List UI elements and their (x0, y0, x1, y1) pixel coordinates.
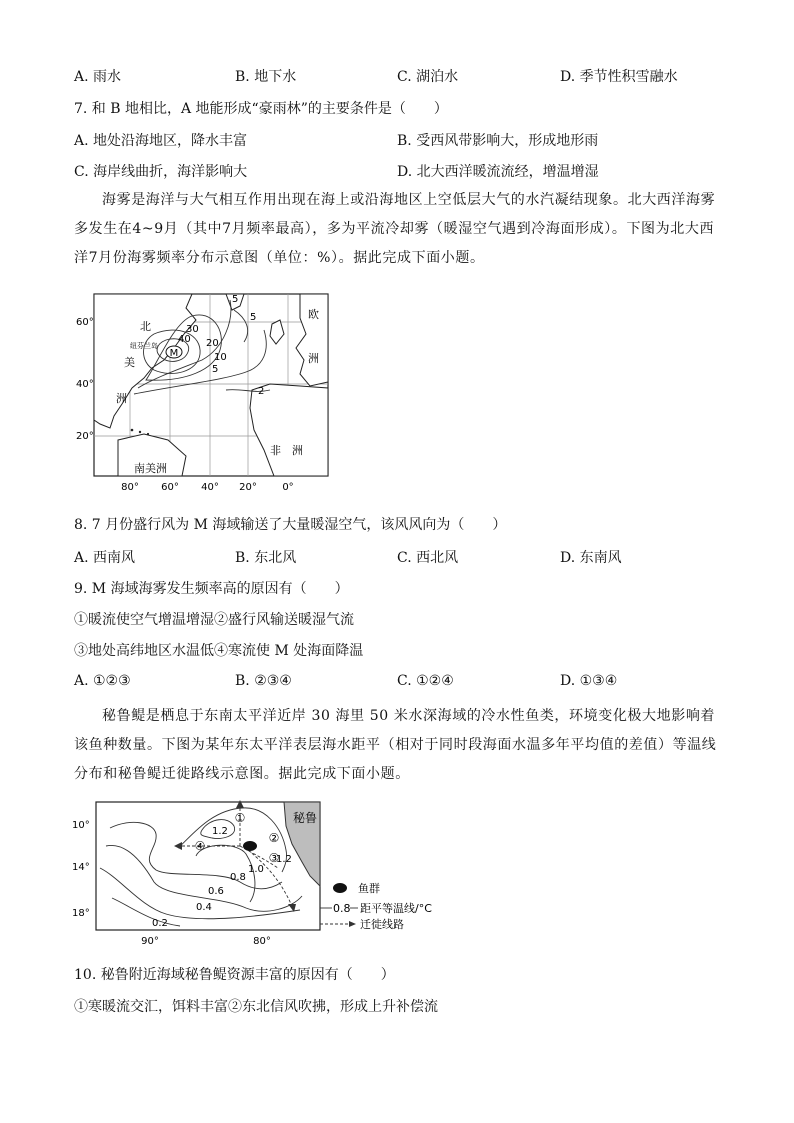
q7-option-c: C. 海岸线曲折，海洋影响大 (74, 164, 248, 180)
peru-label: 秘鲁 (292, 811, 318, 825)
isoline-value: 30 (186, 324, 199, 335)
label-newfoundland: 纽芬兰岛 (130, 342, 158, 350)
label-america: 美 (124, 356, 135, 369)
label-europe-2: 洲 (308, 352, 319, 365)
q9-option-d: D. ①③④ (560, 673, 618, 689)
legend-fish-icon (333, 883, 347, 893)
passage-peru-anchovy-text: 秘鲁鳀是栖息于东南太平洋近岸 30 海里 50 米水深海域的冷水性鱼类，环境变化极大地影响着该鱼种数量。下图为某年东太平洋表层海水距平（相对于同时段海面水温多年平均值的差值）等温线分布和秘鲁鳀迁徙路线示意图。据此完成下面小题。 (74, 708, 717, 782)
lat-label: 20° (76, 431, 94, 442)
q9-statement-1: ①暖流使空气增温增湿②盛行风输送暖湿气流 (74, 612, 354, 628)
q8-option-b: B. 东北风 (235, 550, 297, 566)
route-label-1: ① (234, 811, 246, 825)
isoline-value: 0.6 (208, 886, 224, 897)
isoline-value: 0.4 (196, 902, 212, 913)
lon-label: 0° (282, 482, 294, 493)
label-continent: 洲 (116, 392, 127, 405)
lat-label: 60° (76, 317, 94, 328)
isoline-value: 5 (232, 294, 239, 305)
passage-sea-fog-text: 海雾是海洋与大气相互作用出现在海上或沿海地区上空低层大气的水汽凝结现象。北大西洋海雾多发生在4~9月（其中7月频率最高），多为平流冷却雾（暖湿空气遇到冷海面形成）。下图为北大西洋7月份海雾频率分布示意图（单位：%）。据此完成下面小题。 (74, 192, 716, 266)
lat-label: 14° (72, 862, 90, 873)
isoline-value: 0.2 (152, 918, 168, 929)
passage-peru-anchovy (74, 702, 724, 789)
q9-statement-2: ③地处高纬地区水温低④寒流使 M 处海面降温 (74, 643, 364, 659)
q9-option-a: A. ①②③ (74, 673, 131, 689)
lat-label: 10° (72, 820, 90, 831)
isoline-value: 10 (214, 352, 227, 363)
q8-option-a: A. 西南风 (74, 550, 136, 566)
isoline-value: 1.0 (248, 864, 264, 875)
lat-label: 40° (76, 379, 94, 390)
q10-statement-1: ①寒暖流交汇，饵料丰富②东北信风吹拂，形成上升补偿流 (74, 999, 438, 1015)
q6-option-b: B. 地下水 (235, 69, 297, 85)
label-north: 北 (140, 320, 151, 333)
route-label-2: ② (268, 831, 280, 845)
fish-school-marker (243, 841, 257, 851)
legend-isoline-label: 距平等温线/°C (360, 902, 432, 915)
legend-fish-label: 鱼群 (358, 882, 380, 895)
route-label-4: ④ (194, 839, 206, 853)
lon-label: 60° (161, 482, 179, 493)
q9-stem: 9. M 海域海雾发生频率高的原因有（ ） (74, 581, 349, 597)
isoline-value: 5 (250, 312, 257, 323)
lon-label: 80° (253, 936, 271, 947)
isoline-value: 2 (258, 386, 265, 397)
isoline-value: 1.2 (276, 854, 292, 865)
q8-option-c: C. 西北风 (397, 550, 459, 566)
q7-stem: 7. 和 B 地相比，A 地能形成“豪雨林”的主要条件是（ ） (74, 101, 448, 117)
q8-option-d: D. 东南风 (560, 550, 622, 566)
label-europe-1: 欧 (308, 308, 319, 321)
lon-label: 40° (201, 482, 219, 493)
q6-option-c: C. 湖泊水 (397, 69, 459, 85)
lon-label: 80° (121, 482, 139, 493)
isoline-value: 20 (206, 338, 219, 349)
isoline-value: 40 (178, 334, 191, 345)
lon-label: 20° (239, 482, 257, 493)
label-africa-1: 非 (270, 444, 281, 457)
q8-stem: 8. 7 月份盛行风为 M 海域输送了大量暖湿空气，该风风向为（ ） (74, 517, 507, 533)
passage-sea-fog (74, 186, 724, 273)
label-south-america: 南美洲 (134, 462, 167, 475)
peru-anomaly-map (70, 798, 450, 948)
isoline-value: 0.8 (230, 872, 246, 883)
q7-option-d: D. 北大西洋暖流流经，增温增湿 (397, 164, 599, 180)
q7-option-a: A. 地处沿海地区，降水丰富 (74, 133, 248, 149)
q6-option-a: A. 雨水 (74, 69, 122, 85)
q7-option-b: B. 受西风带影响大，形成地形雨 (397, 133, 599, 149)
north-atlantic-fog-map (74, 290, 334, 498)
q10-stem: 10. 秘鲁附近海域秘鲁鳀资源丰富的原因有（ ） (74, 967, 395, 983)
lon-label: 90° (141, 936, 159, 947)
q9-option-b: B. ②③④ (235, 673, 292, 689)
lat-label: 18° (72, 908, 90, 919)
label-africa-2: 洲 (292, 444, 303, 457)
q6-option-d: D. 季节性积雪融水 (560, 69, 678, 85)
point-m-label: M (169, 348, 179, 359)
isoline-value: 1.2 (212, 826, 228, 837)
q9-option-c: C. ①②④ (397, 673, 454, 689)
legend-route-label: 迁徙线路 (360, 918, 404, 931)
route-label-3: ③ (268, 851, 280, 865)
legend-isoline-value: 0.8 (333, 902, 351, 915)
isoline-value: 5 (212, 364, 219, 375)
